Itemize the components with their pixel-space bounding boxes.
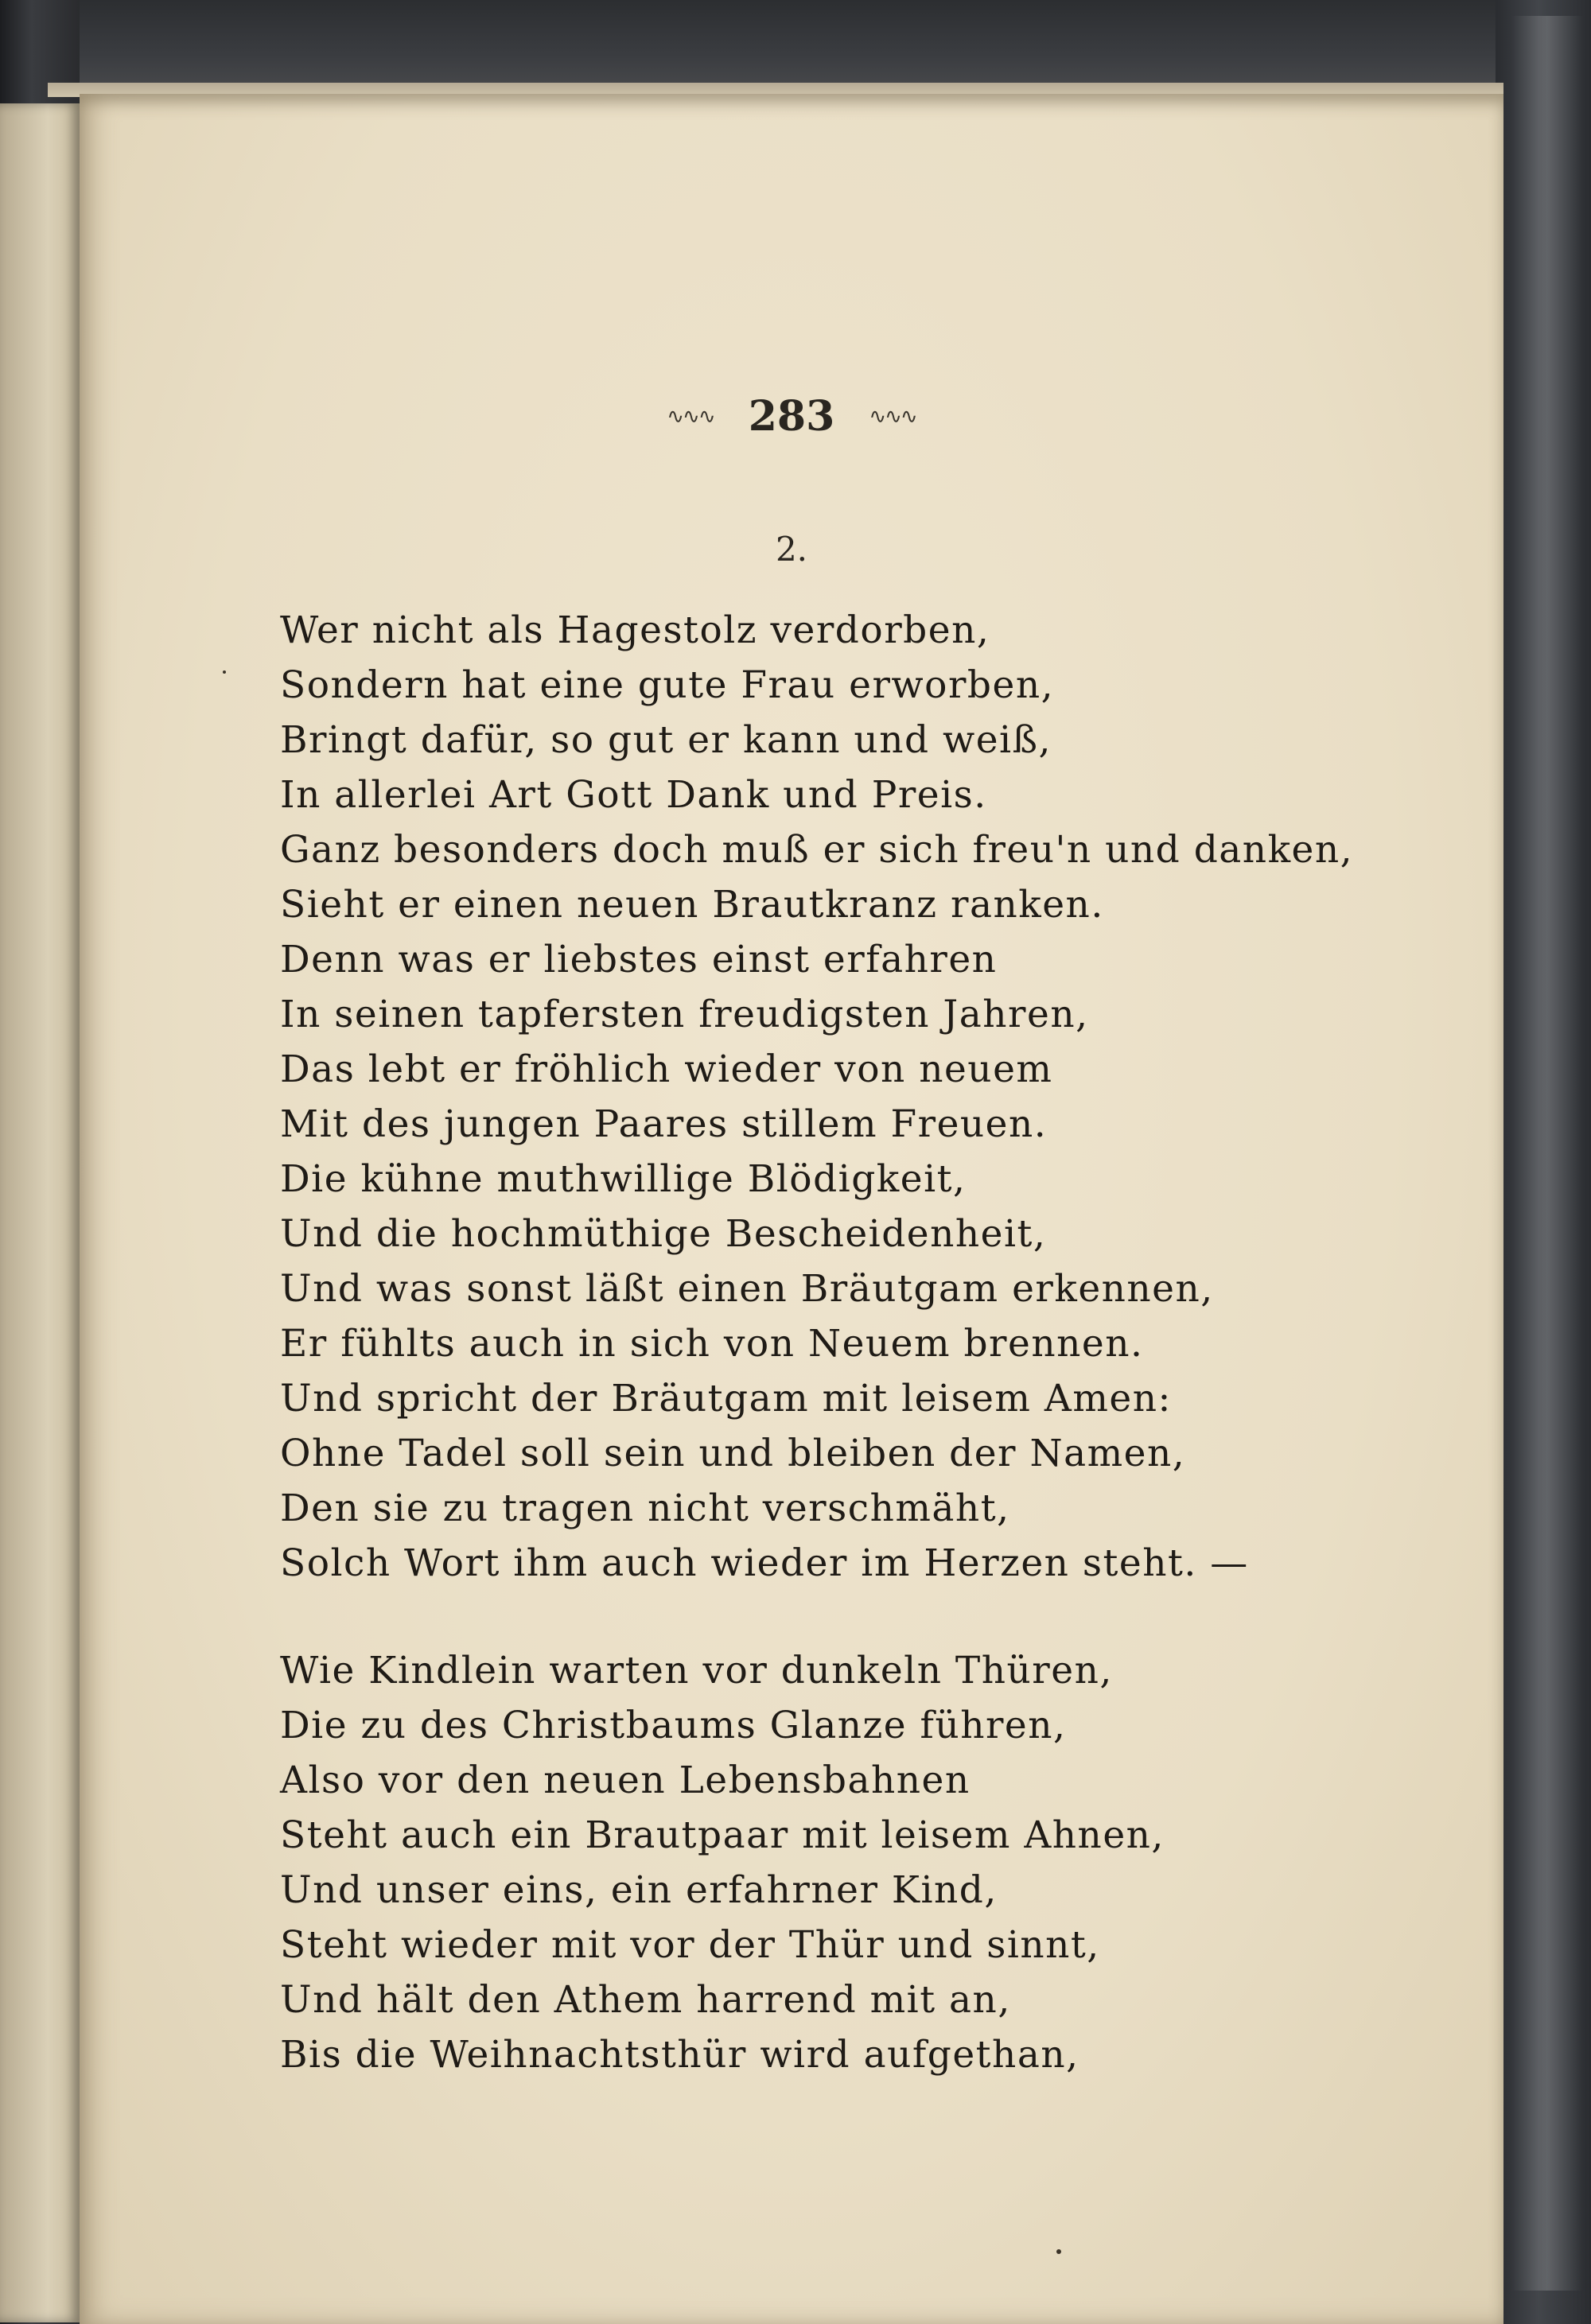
paper-speck — [1056, 2249, 1061, 2254]
poem-line: Also vor den neuen Lebensbahnen — [280, 1759, 971, 1802]
poem-line: In seinen tapfersten freudigsten Jahren, — [280, 993, 1089, 1036]
poem-line: Ganz besonders doch muß er sich freu'n und danken, — [280, 828, 1354, 872]
section-number: 2. — [775, 530, 808, 569]
paper-speck — [223, 670, 226, 674]
poem-line: Mit des jungen Paares stillem Freuen. — [280, 1102, 1048, 1146]
poem-line: Steht wieder mit vor der Thür und sinnt, — [280, 1923, 1100, 1967]
poem-line: Und hält den Athem harrend mit an, — [280, 1978, 1011, 2022]
poem-line: Und unser eins, ein erfahrner Kind, — [280, 1868, 998, 1912]
poem-line: Und die hochmüthige Bescheidenheit, — [280, 1212, 1047, 1256]
plastic-cover-sheen — [1511, 16, 1583, 2291]
poem-line: Und was sonst läßt einen Bräutgam erkennen, — [280, 1267, 1214, 1311]
poem-line: Steht auch ein Brautpaar mit leisem Ahnen, — [280, 1813, 1165, 1857]
ornament-right: ∿∿∿ — [869, 404, 916, 429]
poem-line: Bis die Weihnachtsthür wird aufgethan, — [280, 2033, 1079, 2077]
book-page — [80, 94, 1503, 2324]
previous-page-edge — [0, 103, 80, 2322]
poem-line: Ohne Tadel soll sein und bleiben der Namen, — [280, 1432, 1186, 1475]
poem-line: Sondern hat eine gute Frau erworben, — [280, 663, 1055, 707]
poem-line: In allerlei Art Gott Dank und Preis. — [280, 773, 987, 817]
ornament-left: ∿∿∿ — [667, 404, 714, 429]
page-header — [80, 392, 1503, 441]
poem-line: Die kühne muthwillige Blödigkeit, — [280, 1157, 967, 1201]
page-number: 283 — [748, 392, 835, 441]
book-cover-top — [0, 0, 1591, 95]
poem-line: Er fühlts auch in sich von Neuem brennen. — [280, 1322, 1144, 1366]
poem-line: Und spricht der Bräutgam mit leisem Amen: — [280, 1377, 1172, 1420]
poem-line: Wer nicht als Hagestolz verdorben, — [280, 608, 990, 652]
stanza-1 — [280, 603, 1353, 1591]
stanza-2 — [280, 1643, 1165, 2082]
poem-line: Solch Wort ihm auch wieder im Herzen steht. — — [280, 1541, 1249, 1585]
poem-line: Wie Kindlein warten vor dunkeln Thüren, — [280, 1649, 1113, 1692]
poem-line: Bringt dafür, so gut er kann und weiß, — [280, 718, 1052, 762]
poem-line: Sieht er einen neuen Brautkranz ranken. — [280, 883, 1104, 927]
poem-line: Das lebt er fröhlich wieder von neuem — [280, 1047, 1053, 1091]
poem-line: Die zu des Christbaums Glanze führen, — [280, 1704, 1067, 1747]
poem-line: Den sie zu tragen nicht verschmäht, — [280, 1487, 1010, 1530]
poem-line: Denn was er liebstes einst erfahren — [280, 938, 998, 981]
